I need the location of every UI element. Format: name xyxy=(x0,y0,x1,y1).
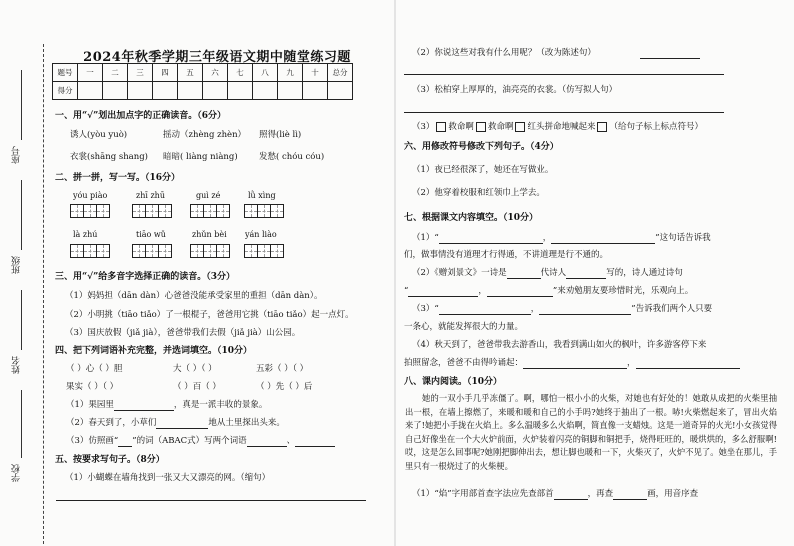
answer-blank[interactable] xyxy=(613,489,647,500)
q5-s4-part: 救命啊 xyxy=(448,122,474,132)
q7-line-7: （4）秋天到了，爸爸带我去游香山，我看到满山如火的枫叶，许多游客停下来 xyxy=(412,340,707,350)
q4-s3-sep: 、 xyxy=(286,436,296,446)
score-cell[interactable] xyxy=(253,82,278,100)
q7-line-4 xyxy=(404,285,693,297)
q1-heading: 一、用“√”划出加点字的正确读音。（6分） xyxy=(55,111,227,121)
q7-heading: 七、根据课文内容填空。（10分） xyxy=(404,213,539,223)
pinyin-label: zhǔn bèi xyxy=(192,230,227,239)
q7-line-1: （1）“ ， ”这句话告诉我 xyxy=(412,233,711,243)
q8-q1-start: （1）“焰”字用部首查字法应先查部首 xyxy=(412,489,554,499)
answer-blank[interactable] xyxy=(539,304,631,315)
q4-heading: 四、把下列词语补充完整，并选词填空。（10分） xyxy=(55,346,253,356)
score-cell[interactable] xyxy=(228,82,253,100)
q4-s1-end: ，真是一派丰收的景象。 xyxy=(173,400,268,410)
q5-sentence-2: （2）你说这些对我有什么用呢？（改为陈述句） xyxy=(412,48,596,58)
q8-question-1 xyxy=(412,488,698,500)
q4-idiom[interactable]: （ ）心（ ）胆 xyxy=(66,364,123,374)
q7-line-6: 一条心，就能发挥很大的力量。 xyxy=(404,322,524,332)
q4-sentence-2 xyxy=(66,417,285,429)
q7-line-2: 们，做事情没有道理才行得通，不讲道理是行不通的。 xyxy=(404,250,609,260)
pinyin-label: lǜ xìng xyxy=(248,191,276,200)
score-header-cell: 六 xyxy=(203,64,228,82)
q7-s2-end: 写的，诗人通过诗句 xyxy=(606,268,683,278)
q1-item[interactable]: 衣裳(shāng shang) xyxy=(70,152,148,162)
answer-blank[interactable] xyxy=(114,400,174,411)
score-cell[interactable] xyxy=(78,82,103,100)
score-header-cell: 题号 xyxy=(53,64,78,82)
score-value-row xyxy=(53,82,353,100)
writing-grid[interactable] xyxy=(190,244,229,258)
answer-blank[interactable] xyxy=(247,436,287,447)
q7-s4-comma: ， xyxy=(627,358,636,368)
writing-grid[interactable] xyxy=(132,204,171,218)
score-cell[interactable] xyxy=(203,82,228,100)
q6-sentence[interactable]: （1）夜已经很深了，她还在写做业。 xyxy=(412,165,554,175)
score-header-cell: 总分 xyxy=(328,64,353,82)
answer-line[interactable] xyxy=(640,58,700,59)
q1-item[interactable]: 暗暗( liàng niàng) xyxy=(163,152,238,162)
q5-sentence-1: （1）小蝴蝶在墙角找到一张又大又漂亮的网。（缩句） xyxy=(65,473,271,483)
score-cell[interactable] xyxy=(103,82,128,100)
q1-item[interactable]: 发愁( chóu cóu) xyxy=(259,152,325,162)
q4-idiom[interactable]: 五彩（ ）（ ） xyxy=(256,364,309,374)
q7-s3-close: ”告诉我们两个人只要 xyxy=(631,304,713,314)
answer-blank[interactable] xyxy=(295,436,335,447)
answer-blank[interactable] xyxy=(408,286,478,297)
answer-blank[interactable] xyxy=(507,268,541,279)
q5-s4-prefix: （3） xyxy=(412,122,435,132)
q5-s4-part: 红头拼命地喊起来 xyxy=(527,122,596,132)
score-cell[interactable] xyxy=(328,82,353,100)
q3-heading: 三、用“√”给多音字选择正确的读音。（3分） xyxy=(55,272,236,282)
exam-title: 2024年秋季学期三年级语文期中随堂练习题 xyxy=(83,50,351,65)
seat-number-field[interactable] xyxy=(21,70,22,140)
answer-blank[interactable] xyxy=(523,358,627,369)
q1-item[interactable]: 诱人(yòu yuò) xyxy=(70,130,128,140)
score-row-label: 得分 xyxy=(53,82,78,100)
score-header-cell: 七 xyxy=(228,64,253,82)
punctuation-box[interactable] xyxy=(515,122,525,132)
q7-s1-close: ”这句话告诉我 xyxy=(655,233,711,243)
pinyin-label: guì zé xyxy=(196,191,221,200)
q5-s4-instruction: （给句子标上标点符号） xyxy=(609,122,703,132)
q8-q1-mid: ，再查 xyxy=(587,489,614,499)
q4-s3-mid: ”的词（ABAC式）写两个词语 xyxy=(132,436,247,446)
class-field[interactable] xyxy=(21,180,22,250)
answer-blank[interactable] xyxy=(156,418,208,429)
q4-s1-start: （1）果园里 xyxy=(66,400,114,410)
q6-heading: 六、用修改符号修改下列句子。（4分） xyxy=(404,142,559,152)
q3-sentence[interactable]: （1）妈妈担（dān dàn）心爸爸没能承受家里的重担（dān dàn）。 xyxy=(65,291,323,301)
q4-sentence-3 xyxy=(66,435,335,447)
pinyin-label: yán liào xyxy=(245,230,277,239)
writing-grid[interactable] xyxy=(244,244,283,258)
answer-blank[interactable] xyxy=(554,489,588,500)
q7-s2-tail: ”来劝勉朋友要珍惜时光，乐观向上。 xyxy=(552,286,694,296)
q4-s2-start: （2）春天到了，小草们 xyxy=(66,418,157,428)
q1-item[interactable]: 照得(liè lì) xyxy=(259,130,302,140)
score-cell[interactable] xyxy=(303,82,328,100)
q4-sentence-1 xyxy=(66,399,267,411)
answer-blank[interactable] xyxy=(487,286,553,297)
score-header-cell: 九 xyxy=(278,64,303,82)
q7-s3-comma: ， xyxy=(530,304,540,314)
seat-number-label: 座号 xyxy=(12,146,22,164)
answer-blank[interactable] xyxy=(551,233,655,244)
pinyin-label: tiāo wǔ xyxy=(136,230,166,239)
q5-sentence-3: （3）松柏穿上厚厚的，油亮亮的衣裳。（仿写拟人句） xyxy=(412,85,618,95)
score-cell[interactable] xyxy=(128,82,153,100)
score-header-cell: 五 xyxy=(178,64,203,82)
answer-line[interactable] xyxy=(404,74,724,75)
answer-line[interactable] xyxy=(56,500,366,501)
q4-idiom[interactable]: （ ）先（ ）后 xyxy=(256,382,313,392)
writing-grid[interactable] xyxy=(70,204,109,218)
score-header-row xyxy=(53,64,353,82)
school-field[interactable] xyxy=(21,390,22,458)
q8-heading: 八、课内阅读。（10分） xyxy=(404,377,503,387)
q4-idiom[interactable]: 果实（ ）（ ） xyxy=(66,382,119,392)
q5-heading: 五、按要求写句子。（8分） xyxy=(55,455,165,465)
score-cell[interactable] xyxy=(153,82,178,100)
class-label: 班级 xyxy=(12,256,22,274)
q7-s2-mid: 代诗人 xyxy=(540,268,567,278)
reading-passage: 她的一双小手几乎冻僵了。啊，哪怕一根小小的火柴，对她也有好处的！她敢从成把的火柴里抽出一根，在墙上擦燃了，来暖和暖和自己的小手吗?她终于抽出了一根。哧!火柴燃起来了，冒出火焰来了!她把小手拢在火焰上。多么温暖多么火焰啊，简直像一支蜡烛。这是一道奇异的火光!小女孩觉得自己好像坐在一个大火炉前面，火炉装着闪亮的铜脚和铜把手，烧得旺旺的，暖烘烘的，多么舒服啊!哎，这是怎么回事呢?她刚把脚伸出去，想让脚也暖和一下，火柴灭了，火炉不见了。她坐在那儿，手里只有一根烧过了的火柴梗。 xyxy=(405,393,777,471)
binding-margin xyxy=(0,0,50,546)
q8-q1-end: 画，用音序查 xyxy=(647,489,699,499)
score-header-cell: 二 xyxy=(103,64,128,82)
cut-line xyxy=(43,44,44,544)
pinyin-label: yóu piào xyxy=(73,191,108,200)
q2-heading: 二、拼一拼，写一写。（16分） xyxy=(55,173,181,183)
writing-grid[interactable] xyxy=(190,204,229,218)
score-header-cell: 八 xyxy=(253,64,278,82)
score-table xyxy=(52,63,353,100)
q7-line-8 xyxy=(404,357,740,369)
writing-grid[interactable] xyxy=(70,244,109,258)
score-cell[interactable] xyxy=(278,82,303,100)
writing-grid[interactable] xyxy=(244,204,283,218)
q5-sentence-4 xyxy=(412,121,703,133)
name-field[interactable] xyxy=(21,290,22,350)
q4-s3-start: （3）仿照画“ xyxy=(66,436,119,446)
q3-sentence[interactable]: （3）国庆放假（jiǎ jià），爸爸带我们去假（jiǎ jià）山公园。 xyxy=(65,328,301,338)
q6-sentence[interactable]: （2）他穿着校服和红领巾上学去。 xyxy=(412,188,545,198)
q7-s2-quote: “ xyxy=(404,286,409,296)
q7-line-3 xyxy=(412,267,683,279)
score-header-cell: 十 xyxy=(303,64,328,82)
answer-line[interactable] xyxy=(404,112,724,113)
q7-s4-start: 拍照留念，爸爸不由得吟诵起： xyxy=(404,358,524,368)
punctuation-box[interactable] xyxy=(476,122,486,132)
q7-line-5 xyxy=(412,303,712,315)
score-cell[interactable] xyxy=(178,82,203,100)
punctuation-box[interactable] xyxy=(597,122,607,132)
q7-s3-open: （3）“ xyxy=(412,304,439,314)
answer-blank[interactable] xyxy=(636,358,740,369)
pinyin-label: zhī zhū xyxy=(136,191,165,200)
punctuation-box[interactable] xyxy=(436,122,446,132)
q1-item[interactable]: 摇动（zhèng zhèn） xyxy=(163,130,247,140)
q7-s2-start: （2）《赠刘景文》一诗是 xyxy=(412,268,507,278)
answer-blank[interactable] xyxy=(118,436,132,447)
answer-blank[interactable] xyxy=(566,268,606,279)
q7-s1-open: （1）“ xyxy=(412,233,439,243)
q4-idiom[interactable]: 大（ ）（ ） xyxy=(173,364,217,374)
score-header-cell: 三 xyxy=(128,64,153,82)
writing-grid[interactable] xyxy=(132,244,171,258)
q4-s2-end: 地从土里探出头来。 xyxy=(208,418,285,428)
q4-idiom[interactable]: （ ）百（ ） xyxy=(173,382,221,392)
q7-s2-comma: ， xyxy=(478,286,487,296)
page-fold xyxy=(394,0,396,546)
score-header-cell: 四 xyxy=(153,64,178,82)
name-label: 姓名 xyxy=(12,356,22,374)
score-header-cell: 一 xyxy=(78,64,103,82)
answer-blank[interactable] xyxy=(439,304,531,315)
q3-sentence[interactable]: （2）小明挑（tiāo tiǎo）了一根棍子，爸爸用它挑（tiāo tiǎo）起一点灯。 xyxy=(65,310,354,320)
q5-s4-part: 救命啊 xyxy=(487,122,514,132)
answer-blank[interactable] xyxy=(439,233,543,244)
school-label: 学校 xyxy=(12,464,22,482)
pinyin-label: là zhú xyxy=(73,230,98,239)
